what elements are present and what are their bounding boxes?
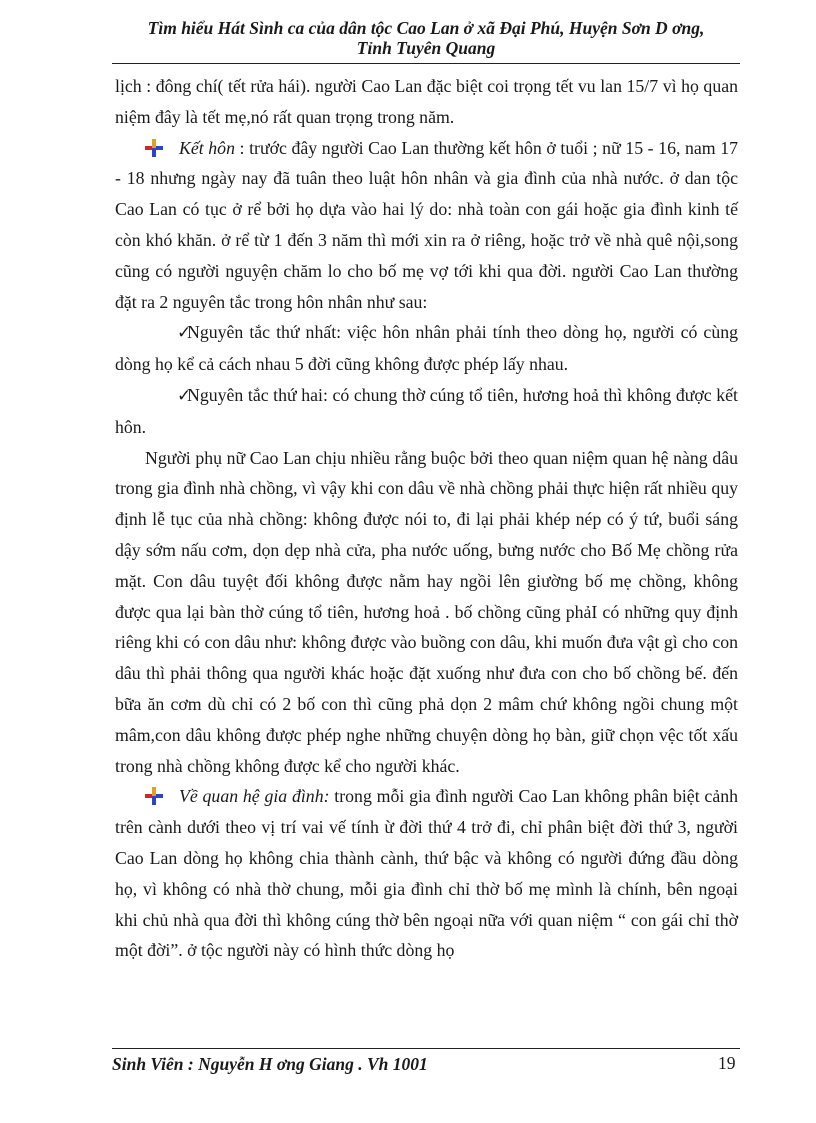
checkmark-icon: ✓ (177, 323, 192, 344)
header-rule (112, 63, 740, 64)
quad-arrow-bullet-icon (145, 789, 163, 803)
rule-item-1 (115, 317, 738, 380)
paragraph-1: lịch : đông chí( tết rửa hái). người Cao Lan đặc biệt coi trọng tết vu lan 15/7 vì họ quan niệm đây là tết mẹ,nó rất quan trọng trong năm. (115, 76, 738, 127)
header-line-2: Tỉnh Tuyên Quang (356, 38, 496, 58)
rule-item-2 (115, 380, 738, 443)
paragraph-women: Người phụ nữ Cao Lan chịu nhiều rằng buộc bởi theo quan niệm quan hệ nàng dâu trong gia đình nhà chồng, vì vậy khi con dâu về nhà chồng phải thực hiện rất nhiều quy định lễ tục của nhà chồng: không được nói to, đi lại phải khép nép có ý tứ, buổi sáng dậy sớm nấu cơm, dọn dẹp nhà cửa, pha nước uống, bưng nước cho Bố Mẹ chồng rửa mặt. Con dâu tuyệt đối không được nằm hay ngồi lên giường bố mẹ chồng, không được qua lại bàn thờ cúng tổ tiên, hương hoả . bố chồng cũng phảI có những quy định riêng khi có con dâu như: không được vào buồng con dâu, khi muốn đưa vật gì cho con dâu thì phải thông qua người khác hoặc đặt xuống như đưa con cho bố chồng bế. đến bữa ăn cơm dù chỉ có 2 bố con thì cũng phả dọn 2 mâm chứ không ngồi chung một mâm,con dâu không được phép nghe những chuyện dòng họ bàn, giữ chọn vệc tốt xấu trong nhà chồng không được kể cho người khác. (115, 447, 738, 776)
family-text: trong mỗi gia đình người Cao Lan không phân biệt cảnh trên cành dưới theo vị trí vai vế tính ừ đời thứ 4 trở đi, chỉ phân biệt đời thứ 3, người Cao Lan dòng họ không chia thành cành, thứ bậc và không có người đứng đầu dòng họ, vì không có nhà thờ chung, mỗi gia đình chỉ thờ bố mẹ mình là chính, bên ngoại khi chủ nhà qua đời thì không cúng thờ bên ngoại nữa với quan niệm “ con gái chỉ thờ một đời”. ở tộc người này có hình thức dòng họ (115, 786, 738, 961)
paragraph-marriage (115, 133, 738, 318)
quad-arrow-bullet-icon (145, 141, 163, 155)
marriage-heading: Kết hôn (179, 137, 235, 158)
family-heading: Về quan hệ gia đình: (179, 786, 330, 807)
rule-1-text: Nguyên tắc thứ nhất: việc hôn nhân phải tính theo dòng họ, người có cùng dòng họ kể cả cách nhau 5 đời cũng không được phép lấy nhau. (115, 322, 738, 375)
footer-rule (112, 1048, 740, 1049)
running-header (112, 18, 740, 58)
marriage-text: : trước đây người Cao Lan thường kết hôn ở tuổi ; nữ 15 - 16, nam 17 - 18 nhưng ngày nay đã tuân theo luật hôn nhân và gia đình của nhà nước. ở dan tộc Cao Lan có tục ở rể bởi họ dựa vào hai lý do: nhà toàn con gái hoặc gia đình kinh tế còn khó khăn. ở rể từ 1 đến 3 năm thì mới xin ra ở riêng, hoặc trở về nhà quê nội,song cũng có người nguyện chăm lo cho bố mẹ vợ tới khi qua đời. người Cao Lan thường đặt ra 2 nguyên tắc trong hôn nhân như sau: (115, 137, 738, 312)
paragraph-family (115, 781, 738, 966)
document-body (115, 71, 738, 966)
page-number: 19 (718, 1053, 736, 1073)
checkmark-icon: ✓ (177, 385, 192, 406)
rule-2-text: Nguyên tắc thứ hai: có chung thờ cúng tổ tiên, hương hoả thì không được kết hôn. (115, 384, 738, 437)
header-line-1: Tìm hiểu Hát Sình ca của dân tộc Cao Lan ở xã Đại Phú, Huyện Sơn D ơng, (147, 18, 705, 38)
footer-author: Sinh Viên : Nguyễn H ơng Giang . Vh 1001 (112, 1054, 428, 1074)
